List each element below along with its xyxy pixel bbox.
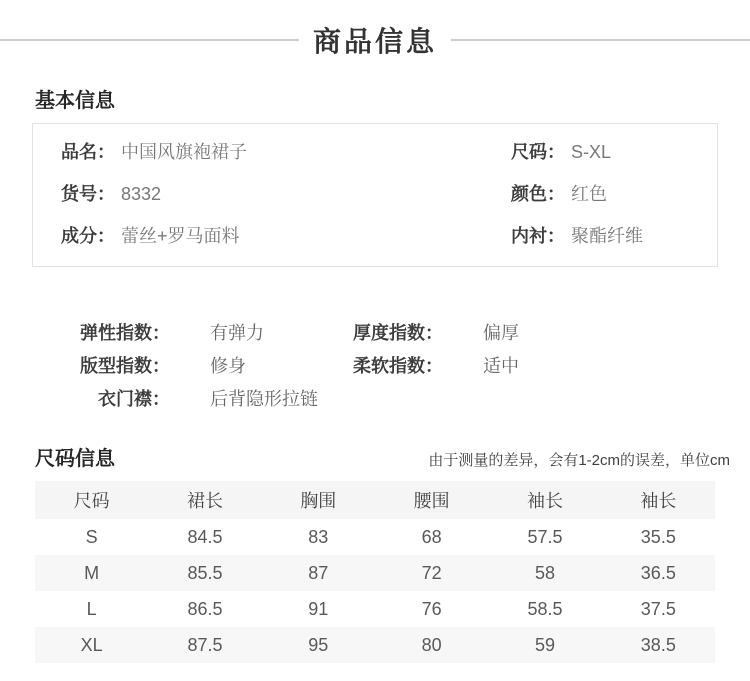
table-header-cell: 袖长 — [526, 491, 563, 511]
table-cell: S — [85, 526, 98, 547]
index-section — [0, 317, 750, 416]
color-row — [511, 173, 717, 215]
size-table-head — [35, 481, 715, 519]
table-cell: 95 — [308, 634, 329, 655]
table-cell: 80 — [421, 634, 442, 655]
table-header-cell: 裙长 — [186, 491, 223, 511]
size-info-heading: 尺码信息 — [35, 448, 115, 470]
elasticity-row — [55, 317, 340, 350]
basic-info-box — [32, 123, 718, 267]
item-number-label: 货号： — [61, 184, 115, 204]
composition-label: 成分： — [61, 226, 115, 246]
table-cell: 91 — [308, 598, 329, 619]
table-header-cell: 袖长 — [640, 491, 677, 511]
size-table — [35, 481, 715, 663]
placket-label: 衣门襟： — [98, 389, 170, 409]
fit-row — [55, 350, 340, 383]
table-cell: M — [84, 562, 100, 583]
title-divider-right — [451, 39, 750, 41]
table-cell: 72 — [421, 562, 442, 583]
measurement-note: 由于测量的差异，会有1-2cm的误差，单位cm — [428, 452, 730, 469]
product-name-row — [61, 131, 511, 173]
table-row — [35, 519, 715, 555]
index-left-column — [0, 317, 340, 416]
basic-info-heading: 基本信息 — [35, 90, 115, 112]
elasticity-value: 有弹力 — [210, 323, 264, 343]
table-row — [35, 555, 715, 591]
table-cell: 84.5 — [187, 526, 223, 547]
softness-label: 柔软指数： — [353, 356, 443, 376]
basic-info-left-column — [33, 131, 511, 257]
color-label: 颜色： — [511, 184, 565, 204]
table-cell: 58 — [534, 562, 555, 583]
table-cell: L — [86, 598, 97, 619]
thickness-row — [340, 317, 750, 350]
table-cell: 58.5 — [527, 598, 563, 619]
lining-value: 聚酯纤维 — [571, 226, 643, 246]
table-header-cell: 腰围 — [413, 491, 450, 511]
size-range-value: S-XL — [571, 142, 612, 162]
table-cell: 35.5 — [640, 526, 676, 547]
product-name-value: 中国风旗袍裙子 — [121, 142, 247, 162]
size-range-label: 尺码： — [511, 142, 565, 162]
lining-row — [511, 215, 717, 257]
size-info-header-row — [35, 442, 730, 471]
composition-row — [61, 215, 511, 257]
table-header-cell: 尺码 — [73, 491, 110, 511]
table-cell: 87 — [308, 562, 329, 583]
size-range-row — [511, 131, 717, 173]
table-cell: 59 — [534, 634, 555, 655]
softness-value: 适中 — [483, 356, 519, 376]
table-cell: 83 — [308, 526, 329, 547]
table-cell: 37.5 — [640, 598, 676, 619]
table-row — [35, 591, 715, 627]
table-cell: XL — [80, 634, 103, 655]
elasticity-label: 弹性指数： — [80, 323, 170, 343]
page-title-band — [0, 0, 750, 56]
table-cell: 87.5 — [187, 634, 223, 655]
table-cell: 86.5 — [187, 598, 223, 619]
table-header-cell: 胸围 — [300, 491, 337, 511]
fit-label: 版型指数： — [80, 356, 170, 376]
item-number-row — [61, 173, 511, 215]
table-cell: 38.5 — [640, 634, 676, 655]
table-cell: 76 — [421, 598, 442, 619]
table-cell: 85.5 — [187, 562, 223, 583]
product-name-label: 品名： — [61, 142, 115, 162]
table-cell: 57.5 — [527, 526, 563, 547]
table-cell: 68 — [421, 526, 442, 547]
composition-value: 蕾丝+罗马面料 — [121, 226, 240, 246]
color-value: 红色 — [571, 184, 607, 204]
thickness-label: 厚度指数： — [353, 323, 443, 343]
table-header-row — [35, 481, 715, 519]
title-divider-left — [0, 39, 299, 41]
table-cell: 36.5 — [640, 562, 676, 583]
lining-label: 内衬： — [511, 226, 565, 246]
index-right-column — [340, 317, 750, 416]
page-title: 商品信息 — [313, 25, 438, 58]
basic-info-right-column — [511, 131, 717, 257]
fit-value: 修身 — [210, 356, 246, 376]
table-row — [35, 627, 715, 663]
thickness-value: 偏厚 — [483, 323, 519, 343]
placket-row — [55, 383, 340, 416]
size-table-body — [35, 519, 715, 663]
item-number-value: 8332 — [121, 184, 162, 204]
softness-row — [340, 350, 750, 383]
placket-value: 后背隐形拉链 — [210, 389, 318, 409]
